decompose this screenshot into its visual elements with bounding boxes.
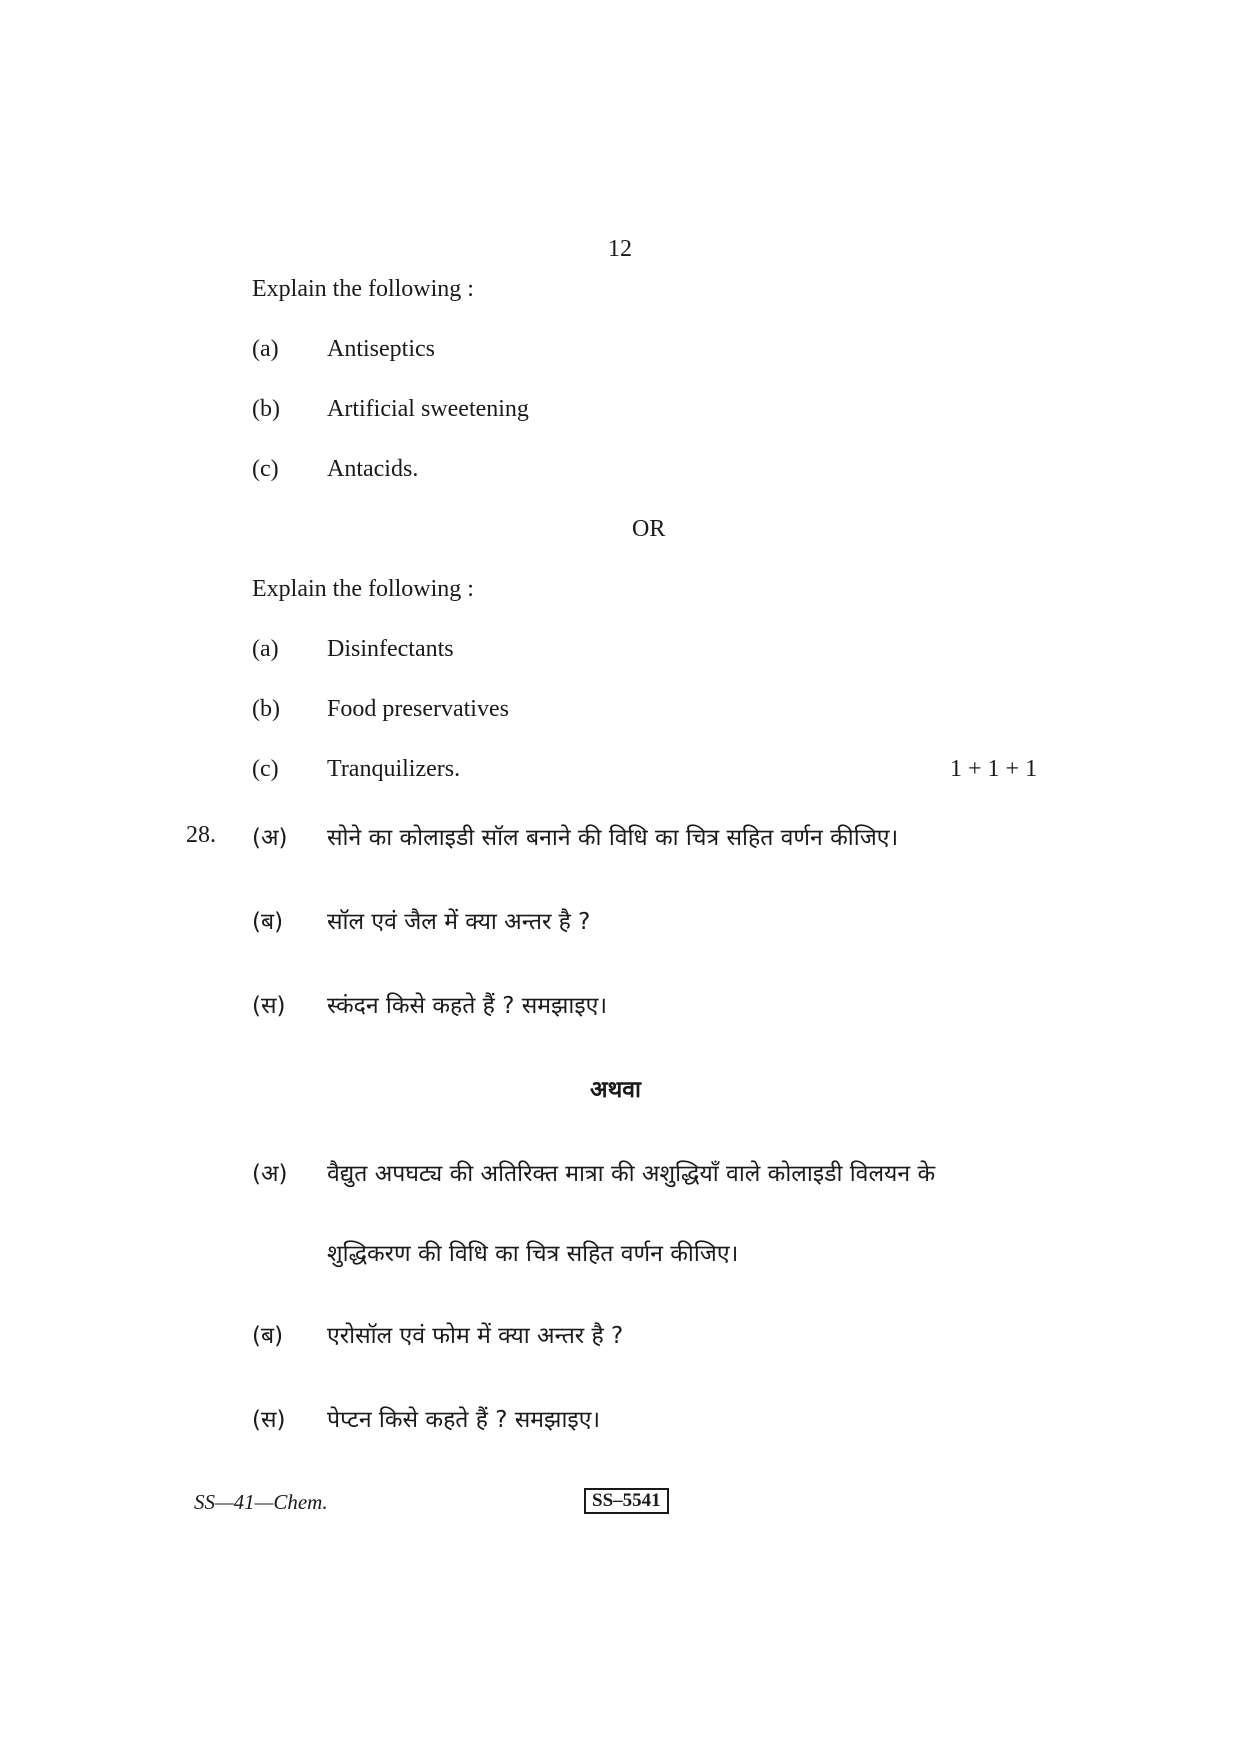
question-intro-alt: Explain the following : (252, 576, 474, 602)
question-intro: Explain the following : (252, 276, 474, 302)
item-label: (b) (252, 396, 280, 422)
item-text: सोने का कोलाइडी सॉल बनाने की विधि का चित्र सहित वर्णन कीजिए। (327, 825, 899, 851)
item-text: सॉल एवं जैल में क्या अन्तर है ? (327, 909, 591, 935)
footer-subject-code: SS—41—Chem. (194, 1490, 328, 1514)
item-text: Food preservatives (327, 696, 509, 722)
item-label: (स) (252, 993, 286, 1019)
item-text-line1: वैद्युत अपघट्य की अतिरिक्त मात्रा की अशुद्धियाँ वाले कोलाइडी विलयन के (327, 1161, 936, 1187)
item-label: (अ) (252, 1161, 288, 1187)
page-number: 12 (608, 236, 632, 262)
item-label: (c) (252, 456, 279, 482)
marks: 1 + 1 + 1 (950, 756, 1038, 782)
item-label: (b) (252, 696, 280, 722)
or-separator: OR (632, 516, 666, 542)
item-text: एरोसॉल एवं फोम में क्या अन्तर है ? (327, 1323, 624, 1349)
item-text: Disinfectants (327, 636, 454, 662)
item-label: (ब) (252, 1323, 284, 1349)
item-label: (a) (252, 636, 279, 662)
item-label: (a) (252, 336, 279, 362)
item-text: Tranquilizers. (327, 756, 461, 782)
item-label: (c) (252, 756, 279, 782)
item-text: स्कंदन किसे कहते हैं ? समझाइए। (327, 993, 608, 1019)
item-label: (स) (252, 1407, 286, 1433)
question-number: 28. (186, 822, 216, 848)
item-text: पेप्टन किसे कहते हैं ? समझाइए। (327, 1407, 601, 1433)
item-label: (अ) (252, 825, 288, 851)
footer-paper-code: SS–5541 (584, 1488, 669, 1514)
item-label: (ब) (252, 909, 284, 935)
item-text-line2: शुद्धिकरण की विधि का चित्र सहित वर्णन कीजिए। (327, 1241, 739, 1267)
or-separator-hindi: अथवा (590, 1077, 642, 1103)
item-text: Antacids. (327, 456, 419, 482)
item-text: Artificial sweetening (327, 396, 529, 422)
item-text: Antiseptics (327, 336, 435, 362)
